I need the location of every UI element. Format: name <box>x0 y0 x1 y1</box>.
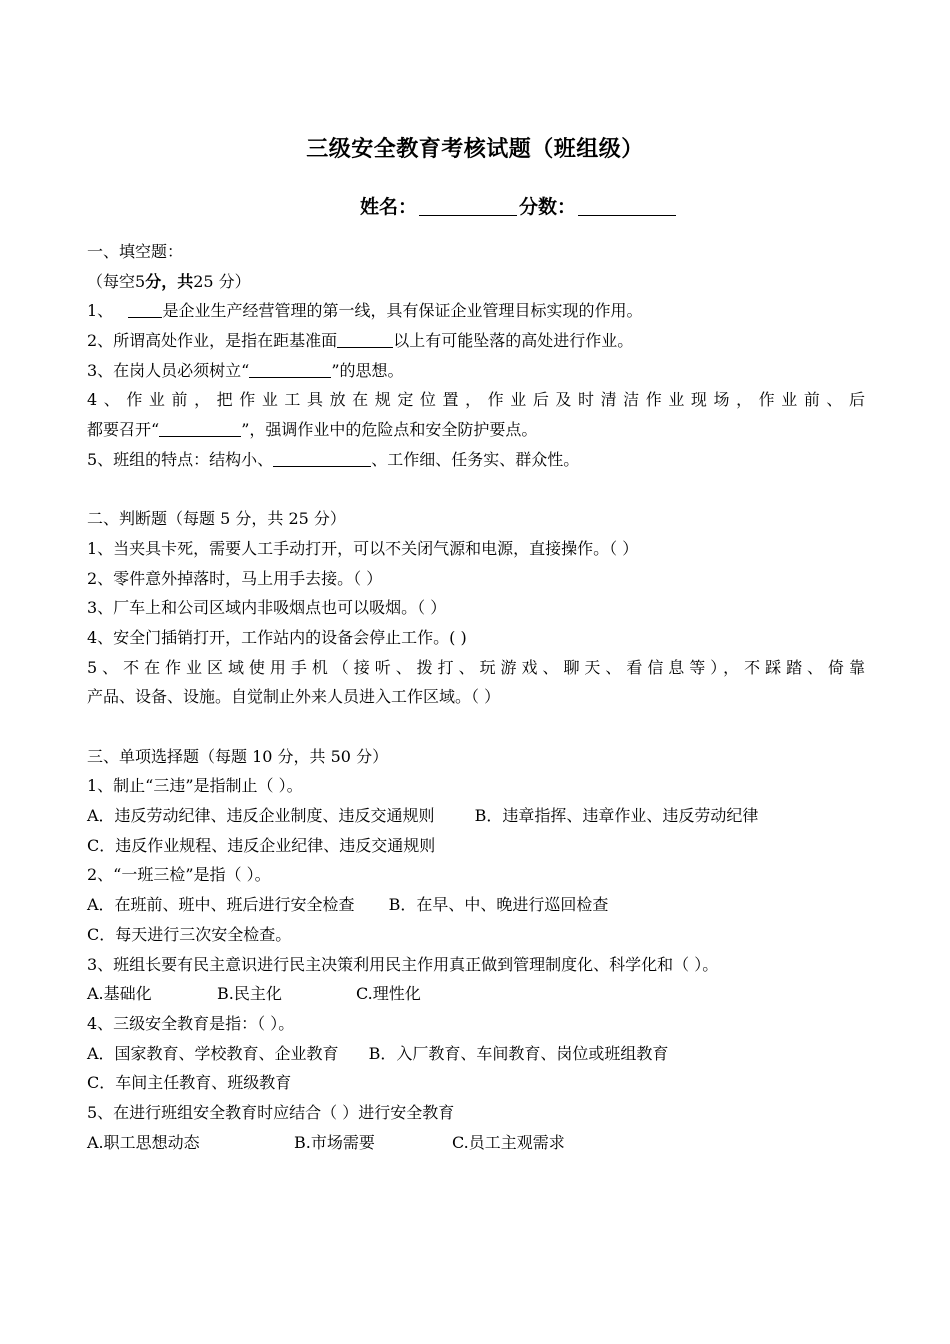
section1-note: （每空5分，共25 分） <box>87 271 251 291</box>
choice-question-5: 5、在进行班组安全教育时应结合（ ）进行安全教育 <box>87 1102 455 1122</box>
fill-blank <box>128 300 162 318</box>
score-blank <box>578 197 676 216</box>
choice-question-3: 3、班组长要有民主意识进行民主决策利用民主作用真正做到管理制度化、科学化和（ ）。 <box>87 954 719 974</box>
fill-question-4-line2: 都要召开“ ”，强调作业中的危险点和安全防护要点。 <box>87 420 538 440</box>
judge-question-5-line2: 产品、设备、设施。自觉制止外来人员进入工作区域。（ ） <box>87 687 501 707</box>
name-blank <box>419 197 517 216</box>
score-label: 分数： <box>519 196 577 218</box>
name-label: 姓名： <box>360 196 418 218</box>
choice-question-2: 2、“一班三检”是指（ ）。 <box>87 865 271 885</box>
option-b: B．在早、中、晚进行巡回检查 <box>388 895 609 915</box>
option-c: C．车间主任教育、班级教育 <box>87 1073 292 1093</box>
judge-question-4: 4、安全门插销打开，工作站内的设备会停止工作。( ) <box>87 627 467 647</box>
option-b: B．入厂教育、车间教育、岗位或班组教育 <box>368 1043 669 1063</box>
option-a: A．在班前、班中、班后进行安全检查 <box>87 895 355 915</box>
choice-question-3-options <box>87 979 865 1009</box>
page-title: 三级安全教育考核试题（班组级） <box>306 137 644 162</box>
choice-question-4: 4、三级安全教育是指：（ ）。 <box>87 1013 295 1033</box>
fill-blank <box>159 419 241 437</box>
option-c: C．违反作业规程、违反企业纪律、违反交通规则 <box>87 835 436 855</box>
option-c: C．每天进行三次安全检查。 <box>87 924 292 944</box>
fill-question-3: 3、在岗人员必须树立“ ”的思想。 <box>87 360 404 380</box>
option-a: A.职工思想动态 <box>87 1132 200 1152</box>
section2-heading: 二、判断题（每题 5 分，共 25 分） <box>87 509 346 529</box>
fill-question-4-line1: 4、作业前，把作业工具放在规定位置，作业后及时清洁作业现场，作业前、后 <box>87 390 865 410</box>
judge-question-2: 2、零件意外掉落时，马上用手去接。（ ） <box>87 568 383 588</box>
choice-question-4-options-ab <box>87 1039 865 1069</box>
option-b: B.市场需要 <box>294 1132 375 1152</box>
choice-question-1-options-ab <box>87 801 865 831</box>
fill-blank <box>273 449 371 467</box>
fill-question-1: 1、 是企业生产经营管理的第一线，具有保证企业管理目标实现的作用。 <box>87 301 643 321</box>
option-c: C.员工主观需求 <box>452 1132 565 1152</box>
choice-question-2-options-ab <box>87 890 865 920</box>
name-score-line <box>360 192 678 219</box>
option-b: B.民主化 <box>217 984 282 1004</box>
section1-heading: 一、填空题： <box>87 242 184 261</box>
option-a: A．违反劳动纪律、违反企业制度、违反交通规则 <box>87 806 435 826</box>
judge-question-1: 1、当夹具卡死，需要人工手动打开，可以不关闭气源和电源，直接操作。（ ） <box>87 538 639 558</box>
exam-body <box>87 237 865 1157</box>
option-c: C.理性化 <box>356 984 421 1004</box>
judge-question-3: 3、厂车上和公司区域内非吸烟点也可以吸烟。（ ） <box>87 598 447 618</box>
option-b: B．违章指挥、违章作业、违反劳动纪律 <box>474 806 759 826</box>
judge-question-5-line1: 5、不在作业区域使用手机（接听、拨打、玩游戏、聊天、看信息等），不踩踏、倚靠 <box>87 657 865 677</box>
fill-question-2: 2、所谓高处作业，是指在距基准面 以上有可能坠落的高处进行作业。 <box>87 331 634 351</box>
option-a: A.基础化 <box>87 984 152 1004</box>
choice-question-5-options <box>87 1128 865 1158</box>
section3-heading: 三、单项选择题（每题 10 分，共 50 分） <box>87 746 389 766</box>
fill-blank <box>337 330 393 348</box>
fill-question-5: 5、班组的特点：结构小、 、工作细、任务实、群众性。 <box>87 449 580 469</box>
choice-question-1: 1、制止“三违”是指制止（ ）。 <box>87 776 303 796</box>
fill-blank <box>249 360 331 378</box>
option-a: A．国家教育、学校教育、企业教育 <box>87 1043 339 1063</box>
